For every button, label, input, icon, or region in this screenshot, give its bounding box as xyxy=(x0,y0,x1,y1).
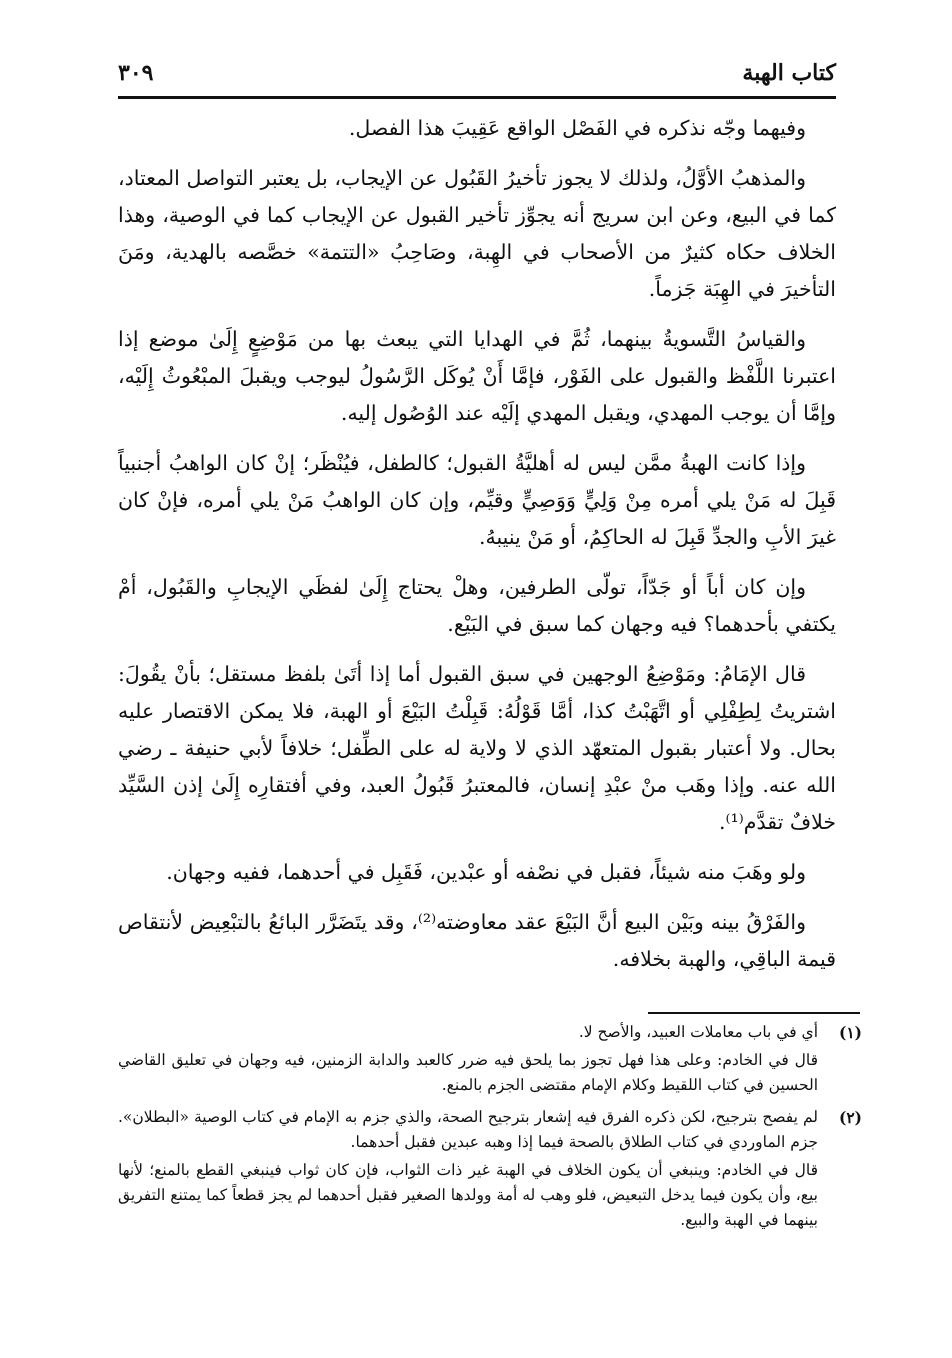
footnote-paragraph: أي في باب معاملات العبيد، والأصح لا. xyxy=(578,1023,818,1041)
footnote-body xyxy=(118,1020,818,1101)
paragraph: والمذهبُ الأوَّلُ، ولذلك لا يجوز تأخيرُ القَبُول عن الإيجاب، بل يعتبر التواصل المعتاد، كما في البيع، وعن ابن سريج أنه يجوِّز تأخير القبول عن الإيجاب كما في الوصية، وهذا الخلاف حكاه كثيرٌ من الأصحاب في الهِبة، وصَاحِبُ «التتمة» خصَّصه بالهدية، ومَنَ التأخيرَ في الهِبَة جَزماً. xyxy=(118,166,836,301)
chapter-title: كتاب الهبة xyxy=(742,60,836,86)
paragraph: ولو وهَبَ منه شيئاً، فقبل في نصْفه أو عبْدين، فَقَبِل في أحدهما، ففيه وجهان. xyxy=(166,860,806,884)
footnote-paragraph: لم يفصح بترجيح، لكن ذكره الفرق فيه إشعار بترجيح الصحة، والذي جزم به الإمام في كتاب الوصية «البطلان». جزم الماوردي في كتاب الطلاق بالصحة فيما إذا وهبه عبدين فقبل أحدهما. xyxy=(118,1108,818,1151)
footnotes xyxy=(118,1020,862,1240)
paragraph: وإن كان أباً أو جَدّاً، تولّى الطرفين، وهلْ يحتاج إِلَىٰ لفظَي الإيجابِ والقَبُول، أمْ يكتفي بأحدهما؟ فيه وجهان كما سبق في البَيْع. xyxy=(118,575,836,636)
footnote-rule xyxy=(648,1012,860,1014)
header-rule xyxy=(118,96,836,99)
page-header xyxy=(118,52,836,94)
footnote-number: (١) xyxy=(838,1023,862,1042)
footnote-1 xyxy=(118,1020,862,1101)
main-text xyxy=(118,110,836,991)
footnote-paragraph: قال في الخادم: وينبغي أن يكون الخلاف في الهبة غير ذات الثواب، فإن كان ثواب فينبغي القطع بالمنع؛ لأنها بيع، وأن يكون فيما يدخل التبعيض، فلو وهب له أمة وولدها الصغير فقبل أحدهما لم يجز قطعاً كما يمتنع التفريق بينهما في الهبة والبيع. xyxy=(118,1161,818,1229)
paragraph: والفَرْقُ بينه وبَيْن البيع أنَّ البَيْعَ عقد معاوضته⁽²⁾، وقد يتَضَرَّر البائعُ بالتبْعِيض لأنتقاص قيمة الباقِي، والهبة بخلافه. xyxy=(118,910,836,971)
page-number: ٣٠٩ xyxy=(118,60,154,86)
paragraph: وفيهما وجّه نذكره في الفَصْل الواقع عَقِيبَ هذا الفصل. xyxy=(348,116,806,140)
paragraph: والقياسُ التَّسويةُ بينهما، ثُمَّ في الهدايا التي يبعث بها من مَوْضِعٍ إِلَىٰ موضع إذا اعتبرنا اللَّفْظ والقبول على الفَوْر، فإمَّا أَنْ يُوكَل الرَّسُولُ ليوجب ويقبلَ المبْعُوثُ إِلَيْه، وإمَّا أن يوجب المهدي، ويقبل المهدي إلَيْه عند الوُصُول إليه. xyxy=(118,327,836,425)
footnote-paragraph: قال في الخادم: وعلى هذا فهل تجوز بما يلحق فيه ضرر كالعبد والدابة الزمنين، فيه وجهان في تعليق القاضي الحسين في كتاب اللقيط وكلام الإمام مقتضى الجزم بالمنع. xyxy=(118,1051,818,1094)
paragraph: قال الإمَامُ: ومَوْضِعُ الوجهين في سبق القبول أما إذا أتَىٰ بلفظ مستقل؛ بأنْ يقُولَ: اشتريتُ لِطِفْلِي أو اتَّهَبْتُ كذا، أمَّا قَوْلُهُ: قَبِلْتُ البَيْعَ أو الهبة، فلا يمكن الاقتصار عليه بحال. ولا أعتبار بقبول المتعهّد الذي لا ولاية له على الطِّفل؛ خلافاً لأبي حنيفة ـ رضي الله عنه. وإذا وهَب منْ عبْدِ إنسان، فالمعتبرُ قَبُولُ العبد، وفي أفتقارِه إِلَىٰ إذن السَّيِّد خلافٌ تقدَّم⁽¹⁾. xyxy=(118,662,836,834)
footnote-2 xyxy=(118,1105,862,1236)
footnote-body xyxy=(118,1105,818,1236)
footnote-number: (٢) xyxy=(838,1108,862,1127)
paragraph: وإذا كانت الهبةُ ممَّن ليس له أهليَّةُ القبول؛ كالطفل، فيُنْظَر؛ إنْ كان الواهبُ أجنبياً قَبِلَ له مَنْ يلي أمره مِنْ وَلِيٍّ وَوَصِيٍّ وقيِّم، وإن كان الواهبُ مَنْ يلي أمره، فإنْ كان غيرَ الأبِ والجدِّ قَبِلَ له الحاكِمُ، أو مَنْ ينيبهُ. xyxy=(118,451,836,549)
